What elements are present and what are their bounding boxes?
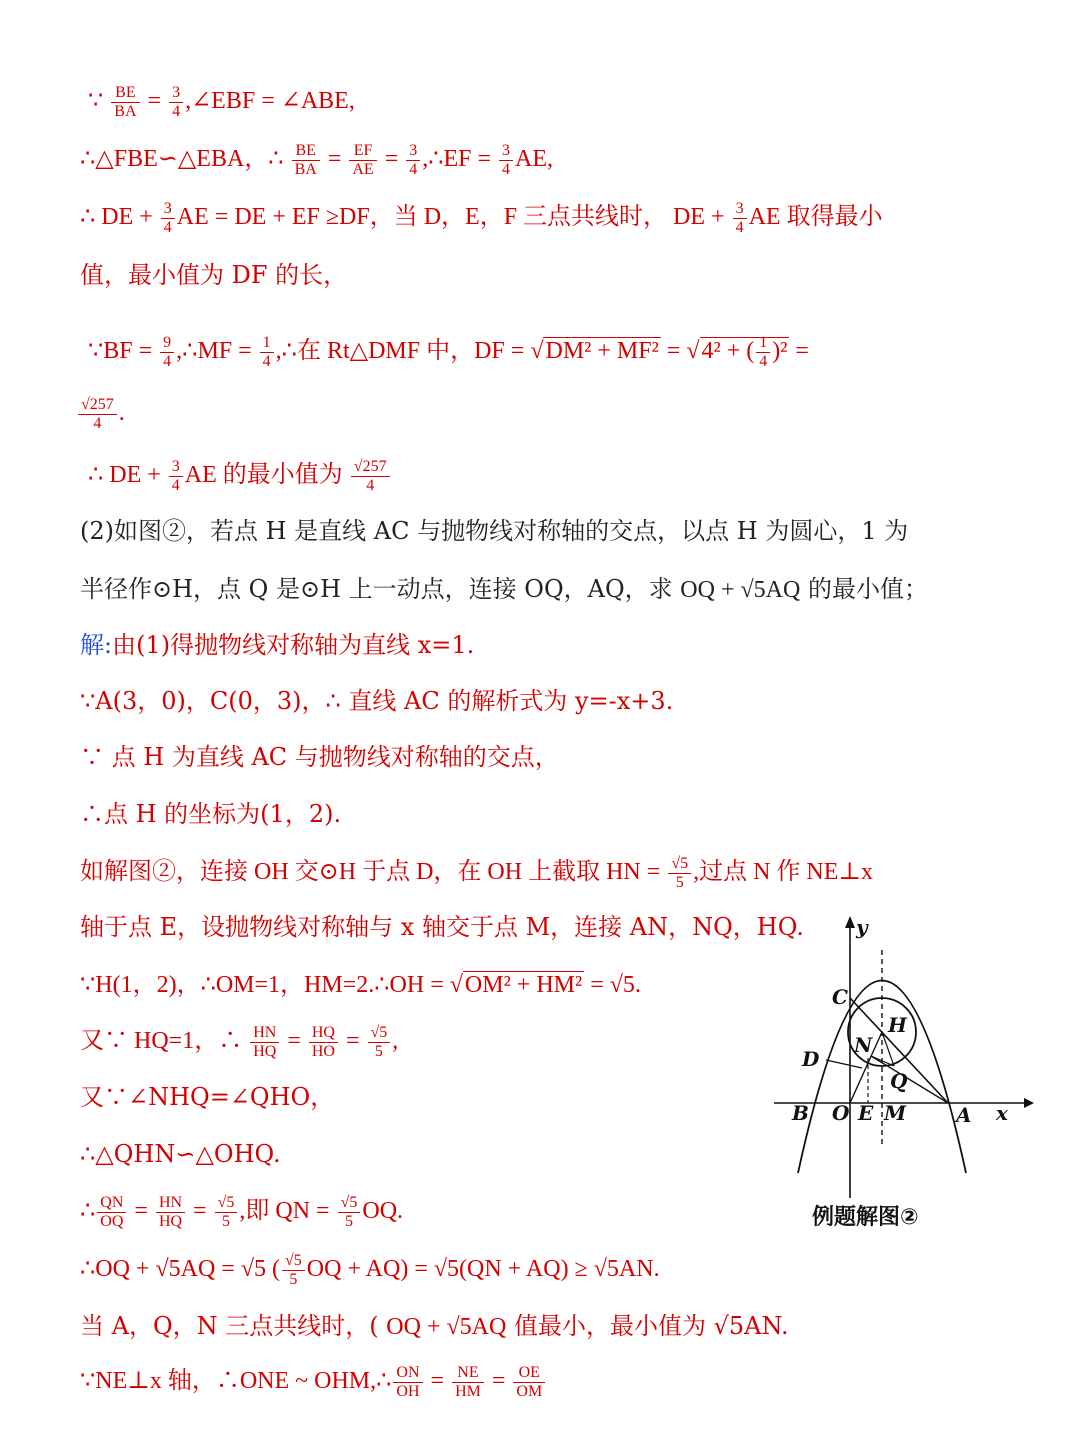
text: = bbox=[795, 338, 809, 365]
line-21 bbox=[80, 1252, 660, 1289]
line-3 bbox=[80, 200, 883, 237]
label-c: C bbox=[832, 985, 848, 1009]
line-8 bbox=[80, 514, 908, 548]
text: 如解图②，连接 OH 交⊙H 于点 D，在 OH 上截取 HN = bbox=[80, 859, 661, 886]
line-10 bbox=[80, 628, 474, 662]
label-e: E bbox=[858, 1101, 874, 1125]
fraction: $\frac{QN}{OQ}$ bbox=[97, 1194, 126, 1231]
fraction: $\frac{9}{4}$ bbox=[160, 334, 174, 371]
text: ∵A(3，0)，C(0，3)，∴ 直线 AC 的解析式为 y=-x+3. bbox=[80, 687, 674, 715]
text: OQ + AQ) = √5(QN + AQ) ≥ √5AN. bbox=[306, 1256, 660, 1283]
text: 轴于点 E，设抛物线对称轴与 x 轴交于点 M，连接 AN，NQ，HQ. bbox=[80, 913, 804, 941]
fraction: $\frac{3}{4}$ bbox=[169, 458, 183, 495]
text: = bbox=[491, 1368, 506, 1395]
fraction: $\frac{√5}{5}$ bbox=[215, 1194, 238, 1231]
text: 值最小，最小值为 √5AN. bbox=[513, 1312, 789, 1340]
text: 又∵∠NHQ=∠QHO， bbox=[80, 1083, 335, 1111]
parabola-figure bbox=[768, 908, 1038, 1238]
text: = bbox=[666, 338, 681, 365]
text: ∴ DE + bbox=[88, 462, 161, 489]
text: ∴OQ + √5AQ = √5 ( bbox=[80, 1256, 281, 1283]
text: 由(1)得抛物线对称轴为直线 x=1. bbox=[112, 631, 475, 659]
text: ∵ 点 H 为直线 AC 与抛物线对称轴的交点， bbox=[80, 743, 559, 771]
text: ,过点 N 作 NE⊥x bbox=[693, 859, 873, 886]
text: = bbox=[430, 1368, 445, 1395]
label-y: y bbox=[856, 915, 868, 939]
text: ∵ bbox=[88, 88, 104, 115]
fraction: $\frac{HN}{HQ}$ bbox=[250, 1024, 279, 1061]
fraction: $\frac{√5}{5}$ bbox=[282, 1252, 305, 1289]
math-expression: OQ + √5AQ bbox=[386, 1314, 507, 1340]
text: AE 取得最小 bbox=[748, 204, 883, 231]
line-17 bbox=[80, 1024, 398, 1061]
text: AE, bbox=[515, 146, 554, 173]
solution-label: 解: bbox=[80, 631, 113, 659]
line-1 bbox=[88, 84, 355, 121]
label-n: N bbox=[854, 1033, 873, 1057]
y-axis-arrow bbox=[845, 916, 855, 928]
text: 又∵ HQ=1，∴ bbox=[80, 1028, 243, 1055]
math-expression: OQ + √5AQ bbox=[680, 577, 801, 603]
line-23 bbox=[80, 1364, 547, 1401]
text: . bbox=[118, 400, 125, 427]
figure-caption: 例题解图② bbox=[812, 1205, 919, 1230]
fraction: $\frac{3}{4}$ bbox=[169, 84, 183, 121]
label-m: M bbox=[884, 1101, 907, 1125]
fraction: $\frac{ON}{OH}$ bbox=[393, 1364, 422, 1401]
text: ∴△QHN∽△OHQ. bbox=[80, 1140, 281, 1168]
text: ,∴MF = bbox=[176, 338, 252, 365]
label-b: B bbox=[792, 1101, 809, 1125]
fraction: $\frac{1}{4}$ bbox=[260, 334, 274, 371]
line-6 bbox=[76, 396, 125, 433]
line-5 bbox=[88, 334, 809, 371]
text: = bbox=[134, 1198, 148, 1225]
text: 值，最小值为 DF 的长， bbox=[80, 261, 348, 289]
text: = bbox=[384, 146, 399, 173]
fraction: $\frac{3}{4}$ bbox=[499, 142, 513, 179]
line-19 bbox=[80, 1137, 281, 1171]
fraction: $\frac{√5}{5}$ bbox=[338, 1194, 361, 1231]
text: 半径作⊙H，点 Q 是⊙H 上一动点，连接 OQ，AQ，求 bbox=[80, 575, 673, 603]
label-h: H bbox=[888, 1013, 907, 1037]
line-2 bbox=[80, 142, 553, 179]
text: ,即 QN = bbox=[239, 1198, 330, 1225]
square-root: √4² + ( $\frac{1}{4}$ )² bbox=[686, 334, 788, 370]
fraction: $\frac{√257}{4}$ bbox=[78, 396, 117, 433]
label-d: D bbox=[802, 1047, 820, 1071]
text: ∵BF = bbox=[88, 338, 153, 365]
line-22 bbox=[80, 1309, 789, 1344]
text: OQ. bbox=[362, 1198, 404, 1225]
fraction: $\frac{√5}{5}$ bbox=[668, 855, 691, 892]
text: ∵NE⊥x 轴，∴ONE ~ OHM,∴ bbox=[80, 1368, 392, 1395]
fraction: $\frac{3}{4}$ bbox=[406, 142, 420, 179]
fraction: $\frac{BE}{BA}$ bbox=[292, 142, 320, 179]
line-11 bbox=[80, 684, 673, 718]
line-14 bbox=[80, 855, 873, 892]
line-7 bbox=[88, 458, 392, 495]
text: (2)如图②，若点 H 是直线 AC 与抛物线对称轴的交点，以点 H 为圆心，1 为 bbox=[80, 517, 909, 545]
line-15 bbox=[80, 910, 804, 944]
text: ,∠EBF = ∠ABE, bbox=[185, 88, 355, 115]
text: ∴点 H 的坐标为(1，2). bbox=[80, 800, 342, 828]
text: , bbox=[392, 1028, 399, 1055]
text: = bbox=[147, 88, 162, 115]
text: 当 A，Q，N 三点共线时，( bbox=[80, 1312, 379, 1340]
label-o: O bbox=[832, 1101, 850, 1125]
line-20 bbox=[80, 1194, 403, 1231]
segment-hq bbox=[882, 1032, 894, 1066]
fraction: $\frac{EF}{AE}$ bbox=[349, 142, 376, 179]
fraction: $\frac{NE}{HM}$ bbox=[452, 1364, 484, 1401]
line-16 bbox=[80, 968, 641, 1002]
text: ∴ DE + bbox=[80, 204, 153, 231]
fraction: $\frac{HQ}{HO}$ bbox=[309, 1024, 338, 1061]
label-a: A bbox=[956, 1103, 972, 1127]
label-q: Q bbox=[890, 1069, 908, 1093]
text: ,∴EF = bbox=[422, 146, 492, 173]
text: = bbox=[193, 1198, 207, 1225]
line-9 bbox=[80, 572, 928, 607]
square-root: √DM² + MF² bbox=[530, 338, 659, 365]
text: = bbox=[287, 1028, 301, 1055]
text: AE = DE + EF ≥DF，当 D，E，F 三点共线时， DE + bbox=[176, 204, 725, 231]
line-13 bbox=[80, 797, 341, 831]
text: = bbox=[327, 146, 342, 173]
text: AE 的最小值为 bbox=[184, 462, 343, 489]
label-x: x bbox=[996, 1101, 1008, 1125]
text: ,∴在 Rt△DMF 中，DF = bbox=[275, 338, 525, 365]
text: 的最小值； bbox=[807, 575, 928, 603]
fraction: $\frac{3}{4}$ bbox=[161, 200, 175, 237]
line-12 bbox=[80, 740, 559, 774]
text: = bbox=[345, 1028, 360, 1055]
fraction: $\frac{√5}{5}$ bbox=[368, 1024, 391, 1061]
text: ∵H(1，2)，∴OM=1，HM=2.∴OH = bbox=[80, 972, 444, 998]
fraction: $\frac{OE}{OM}$ bbox=[513, 1364, 545, 1401]
line-18 bbox=[80, 1080, 334, 1114]
fraction: $\frac{BE}{BA}$ bbox=[111, 84, 139, 121]
pointer-d bbox=[826, 1060, 862, 1068]
square-root: √OM² + HM² bbox=[449, 972, 583, 998]
fraction: $\frac{HN}{HQ}$ bbox=[156, 1194, 185, 1231]
fraction: $\frac{√257}{4}$ bbox=[351, 458, 390, 495]
x-axis-arrow bbox=[1024, 1098, 1034, 1108]
fraction: $\frac{3}{4}$ bbox=[733, 200, 747, 237]
line-4 bbox=[80, 258, 347, 292]
text: ∴△FBE∽△EBA，∴ bbox=[80, 146, 284, 173]
text: ∴ bbox=[80, 1198, 96, 1225]
text: = √5. bbox=[590, 972, 641, 998]
